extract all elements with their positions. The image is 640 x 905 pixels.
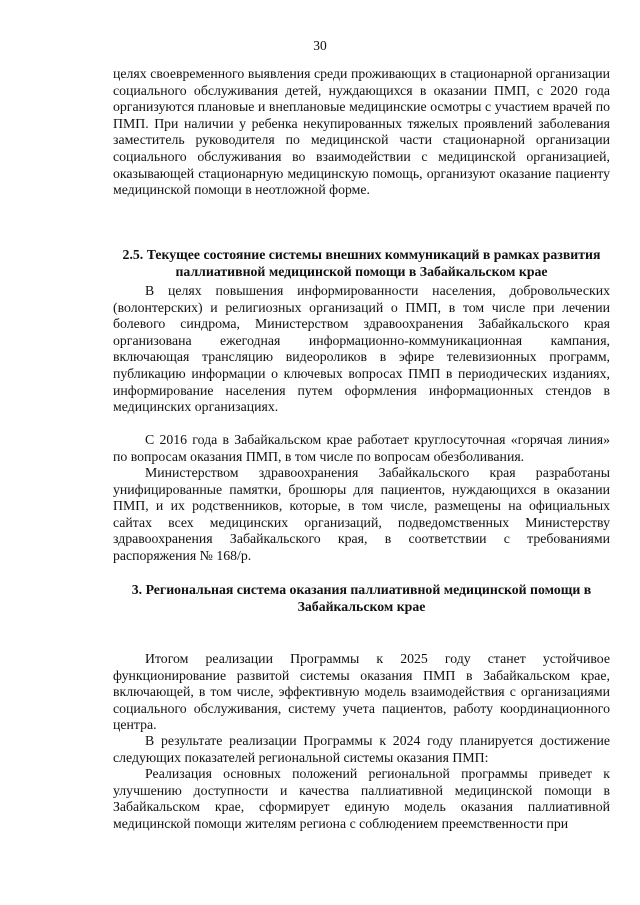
page-number: 30 — [313, 38, 327, 53]
paragraph-information-campaign: В целях повышения информированности населения, добровольческих (волонтерских) и религиозных организаций о ПМП, в том числе при лечении болевого синдрома, Министерством здравоохранения Забайкальского края организована ежегодная информационно-коммуникационная кампания, включающая трансляцию видеороликов в эфире телевизионных программ, публикацию информации о ключевых вопросах ПМП в периодических изданиях, информирование населения путем оформления информационных стендов в медицинских организациях. — [113, 283, 610, 415]
section-heading-2-5: 2.5. Текущее состояние системы внешних коммуникаций в рамках развития паллиативной медицинской помощи в Забайкальском крае — [122, 247, 601, 279]
paragraph-program-outcome: Итогом реализации Программы к 2025 году станет устойчивое функционирование развитой системы оказания ПМП в Забайкальском крае, включающей, в том числе, эффективную модель взаимодействия с организациями социального обслуживания, систему учета пациентов, работу координационного центра. — [113, 651, 610, 733]
paragraph-indicators: В результате реализации Программы к 2024 году планируется достижение следующих показателей региональной системы оказания ПМП: — [113, 733, 610, 765]
section-heading-3: 3. Региональная система оказания паллиативной медицинской помощи в Забайкальском крае — [131, 582, 592, 614]
paragraph-hotline: С 2016 года в Забайкальском крае работает круглосуточная «горячая линия» по вопросам оказания ПМП, в том числе по вопросам обезболивания. — [113, 432, 610, 464]
paragraph-implementation: Реализация основных положений региональной программы приведет к улучшению доступности и качества паллиативной медицинской помощи в Забайкальском крае, сформирует единую модель оказания паллиативной медицинской помощи жителям региона с соблюдением преемственности при — [113, 766, 610, 831]
paragraph-medical-examinations: целях своевременного выявления среди проживающих в стационарной организации социального обслуживания детей, нуждающихся в оказании ПМП, с 2020 года организуются плановые и внеплановые медицинские осмотры с участием врачей по ПМП. При наличии у ребенка некупированных тяжелых проявлений заболевания заместитель руководителя по медицинской части стационарной организации социального обслуживания во взаимодействии с медицинской организацией, оказывающей стационарную медицинскую помощь, организуют оказание пациенту медицинской помощи в неотложной форме. — [113, 66, 610, 198]
paragraph-brochures: Министерством здравоохранения Забайкальского края разработаны унифицированные памятки, брошюры для пациентов, нуждающихся в оказании ПМП, и их родственников, которые, в том числе, размещены на официальных сайтах всех медицинских организаций, подведомственных Министерству здравоохранения Забайкальского края, в соответствии с требованиями распоряжения № 168/р. — [113, 465, 610, 563]
